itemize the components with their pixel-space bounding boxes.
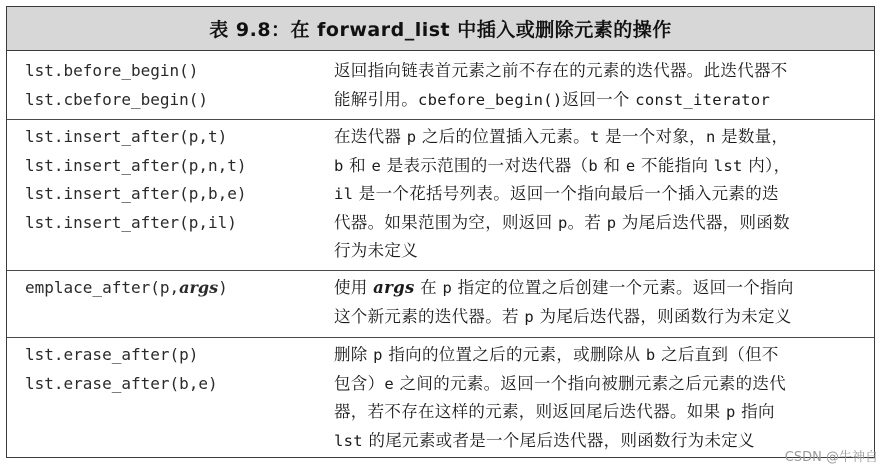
code-text: e xyxy=(384,374,395,393)
text-run: 是一个对象， xyxy=(599,127,706,146)
text-run: 返回一个 xyxy=(562,89,636,109)
description-line xyxy=(334,86,864,115)
code-text: p xyxy=(406,128,417,146)
watermark: CSDN @牛神自 xyxy=(784,450,878,465)
text-run: 是一个花括号列表。返回一个指向最后一个插入元素的迭 xyxy=(353,184,779,203)
op-signature xyxy=(25,274,228,303)
code-text: e xyxy=(625,156,636,175)
row-divider xyxy=(7,270,874,271)
op-signature: lst.insert_after(p,il) xyxy=(25,212,237,232)
code-text: p xyxy=(606,213,617,232)
table-title: 表 9.8：在 forward_list 中插入或删除元素的操作 xyxy=(7,7,874,51)
text-run: 之后的位置插入元素。 xyxy=(416,127,590,146)
text-run: 内）， xyxy=(742,155,791,175)
text-run: ) xyxy=(218,278,228,297)
code-text: b xyxy=(645,346,656,364)
op-signature: lst.before_begin() xyxy=(25,61,199,80)
text-run: 返回指向链表首元素之前不存在的元素的迭代器。此迭代器不 xyxy=(334,61,788,80)
description-line xyxy=(334,303,864,332)
description-line xyxy=(334,209,864,238)
text-run: 器，若不存在这样的元素，则返回尾后迭代器。如果 xyxy=(334,402,726,421)
description-line xyxy=(334,152,864,181)
description-line xyxy=(334,341,864,370)
text-run: 指定的位置之后创建一个元素。返回一个指向 xyxy=(452,278,794,297)
op-list xyxy=(25,341,218,398)
text-run: 删除 xyxy=(334,345,374,364)
code-text: lst xyxy=(334,431,363,450)
code-text: t xyxy=(589,128,600,146)
op-signature: lst.erase_after(b,e) xyxy=(25,373,218,393)
text-run: 为尾后迭代器，则函数 xyxy=(616,212,790,232)
op-description xyxy=(334,274,864,331)
code-text: p xyxy=(373,346,383,364)
code-text: il xyxy=(334,185,354,203)
row-divider xyxy=(7,119,874,120)
italic-text: args xyxy=(373,278,415,297)
op-signature: lst.cbefore_begin() xyxy=(25,89,209,109)
text-run: 之间的元素。返回一个指向被删元素之后元素的迭代 xyxy=(394,373,786,393)
code-text: cbefore_begin() xyxy=(418,90,563,109)
text-run: 和 xyxy=(597,155,626,175)
text-run: 在迭代器 xyxy=(334,127,407,146)
text-run: 包含） xyxy=(334,373,385,393)
code-text: p xyxy=(557,213,568,232)
op-description xyxy=(334,341,864,455)
text-run: 的尾元素或者是一个尾后迭代器，则函数行为未定义 xyxy=(362,430,755,450)
code-text: b xyxy=(588,156,598,175)
text-run: emplace_after(p, xyxy=(25,278,180,297)
text-run: 不能指向 xyxy=(635,155,714,175)
code-text: p xyxy=(524,307,534,326)
text-run: 为尾后迭代器，则函数行为未定义 xyxy=(534,306,792,326)
code-text: n xyxy=(705,128,716,146)
description-line xyxy=(334,180,864,209)
code-text: p xyxy=(725,403,736,421)
text-run: 是表示范围的一对迭代器（ xyxy=(381,155,589,175)
text-run: 指向 xyxy=(735,402,775,421)
text-run: 和 xyxy=(343,155,372,175)
op-list xyxy=(25,274,228,303)
text-run: 在 xyxy=(414,278,443,297)
op-signature: lst.insert_after(p,n,t) xyxy=(25,155,247,175)
text-run: 这个新元素的迭代器。若 xyxy=(334,306,525,326)
op-list xyxy=(25,57,208,114)
text-run: 行为未定义 xyxy=(334,241,418,260)
text-run: 指向的位置之后的元素，或删除从 xyxy=(382,345,646,364)
italic-text: args xyxy=(179,278,219,297)
op-list xyxy=(25,123,247,237)
description-line xyxy=(334,274,864,303)
op-signature: lst.erase_after(p) xyxy=(25,345,199,364)
code-text: const_iterator xyxy=(635,90,771,109)
code-text: b xyxy=(334,156,344,175)
text-run: 之后直到（但不 xyxy=(655,345,779,364)
text-run: 使用 xyxy=(334,278,374,297)
operations-table xyxy=(6,6,875,458)
op-description xyxy=(334,57,864,114)
text-run: 。若 xyxy=(567,212,607,232)
op-description xyxy=(334,123,864,266)
description-line xyxy=(334,237,864,266)
description-line xyxy=(334,57,864,86)
text-run: 能解引用。 xyxy=(334,89,418,109)
text-run: 是数量， xyxy=(715,127,789,146)
code-text: p xyxy=(442,279,453,297)
op-signature: lst.insert_after(p,b,e) xyxy=(25,184,247,203)
description-line xyxy=(334,370,864,399)
op-signature: lst.insert_after(p,t) xyxy=(25,127,228,146)
row-divider xyxy=(7,337,874,338)
text-run: 代器。如果范围为空，则返回 xyxy=(334,212,558,232)
code-text: lst xyxy=(713,156,743,175)
description-line xyxy=(334,123,864,152)
code-text: e xyxy=(371,156,382,175)
description-line xyxy=(334,398,864,427)
